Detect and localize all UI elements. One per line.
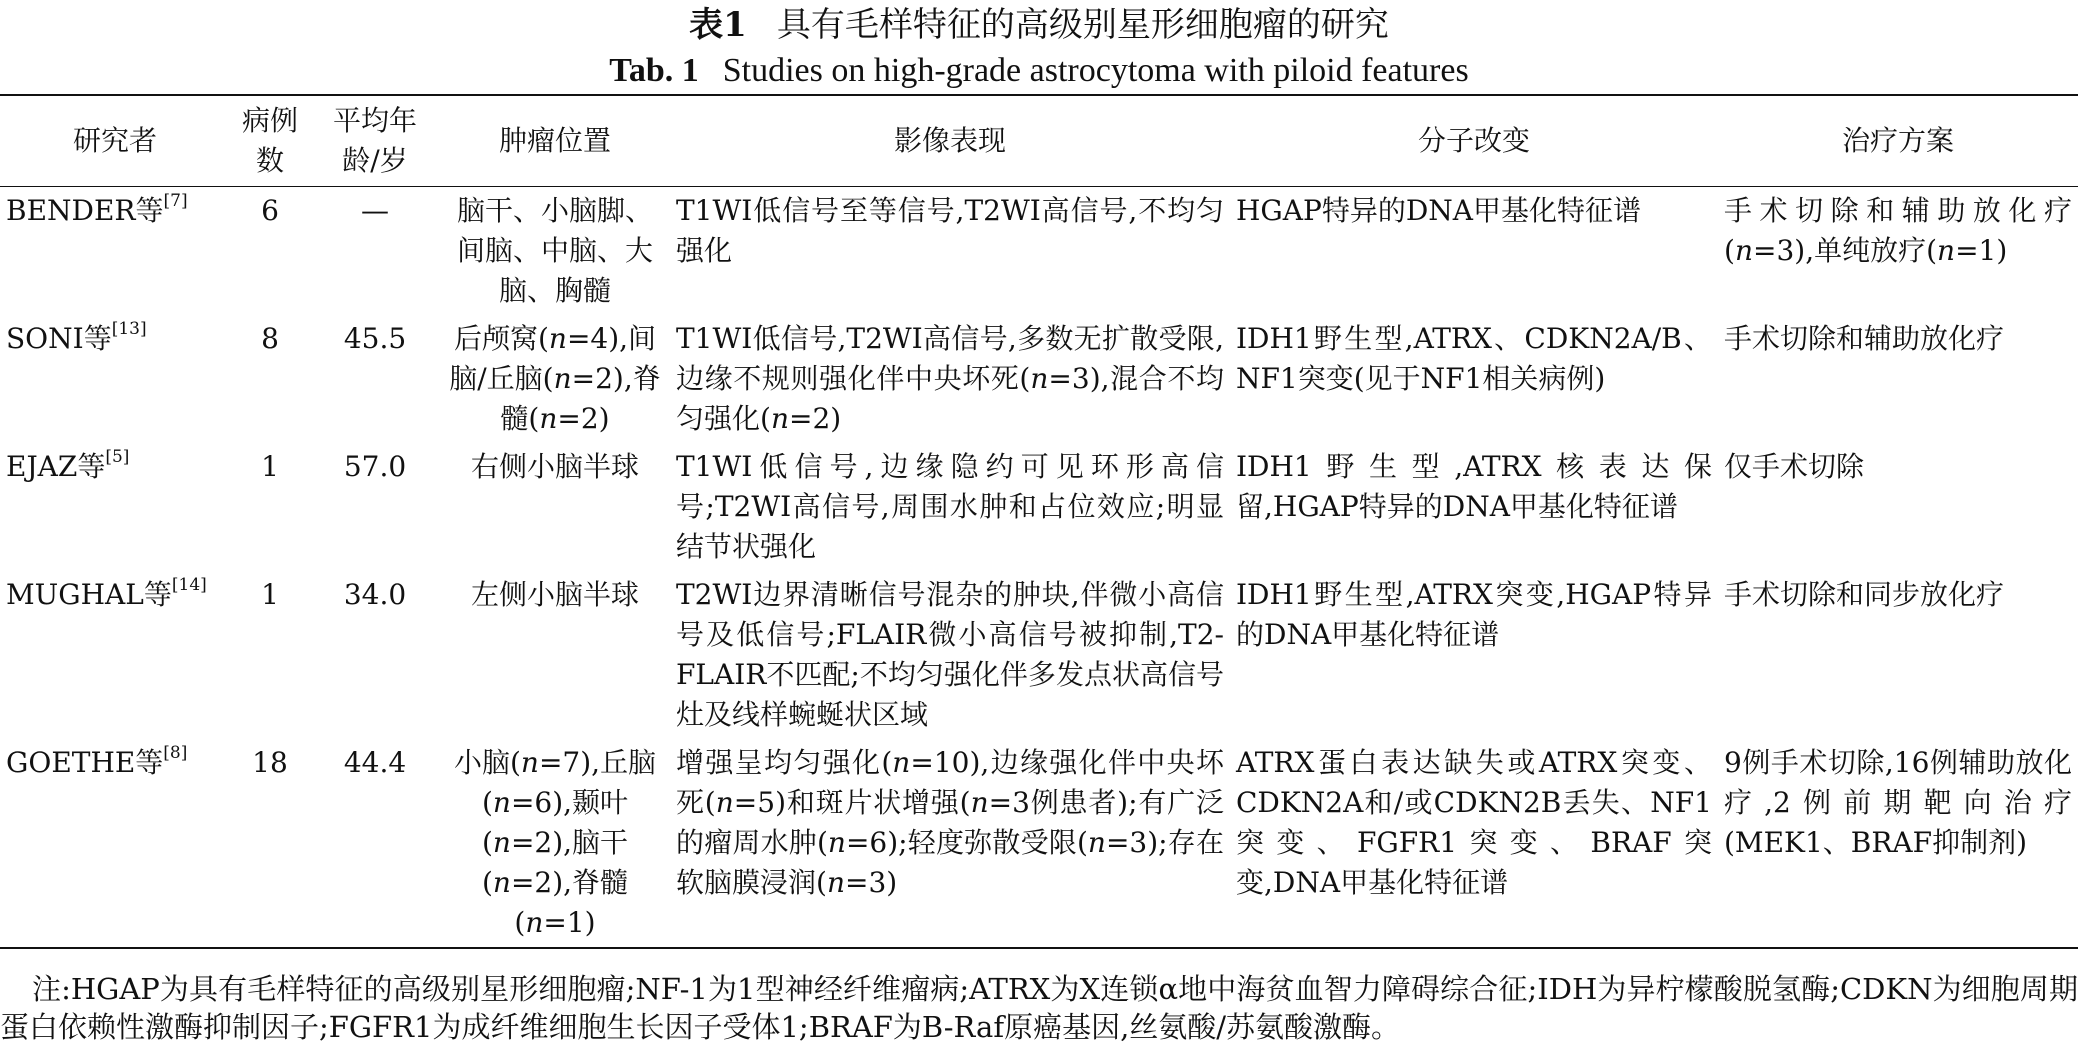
cell-location: 左侧小脑半球	[470, 578, 639, 611]
cell-author	[0, 739, 230, 948]
header-cases	[230, 95, 310, 187]
cell-location: 后颅窝(n=4),间脑/丘脑(n=2),脊髓(n=2)	[449, 322, 661, 435]
cell-cases: 1	[261, 578, 279, 611]
header-age-text: 平均年龄/岁	[332, 104, 417, 177]
table-title-cn: 具有毛样特征的高级别星形细胞瘤的研究	[776, 5, 1389, 45]
table-caption-chinese	[0, 2, 2078, 48]
cell-treatment: 手术切除和辅助放化疗(n=3),单纯放疗(n=1)	[1724, 194, 2072, 267]
table-row	[0, 315, 2078, 443]
author-name: GOETHE等	[6, 746, 164, 779]
cell-author	[0, 315, 230, 443]
cell-treatment: 9例手术切除,16例辅助放化疗,2例前期靶向治疗(MEK1、BRAF抑制剂)	[1724, 746, 2072, 859]
cell-molecular: ATRX蛋白表达缺失或ATRX突变、CDKN2A和/或CDKN2B丢失、NF1突变、FGFR1突变、BRAF突变,DNA甲基化特征谱	[1236, 746, 1712, 899]
author-name: EJAZ等	[6, 450, 106, 483]
cell-age: 34.0	[343, 578, 407, 611]
cell-cases: 1	[261, 450, 279, 483]
table-row	[0, 443, 2078, 571]
cell-age: 57.0	[343, 450, 407, 483]
cell-molecular: IDH1野生型,ATRX核表达保留,HGAP特异的DNA甲基化特征谱	[1236, 450, 1712, 523]
studies-table	[0, 94, 2078, 949]
reference-number: [5]	[105, 447, 130, 467]
table-row	[0, 739, 2078, 948]
header-imaging: 影像表现	[893, 124, 1006, 157]
cell-age: —	[361, 194, 389, 227]
header-treatment: 治疗方案	[1841, 124, 1954, 157]
cell-imaging: T1WI低信号,T2WI高信号,多数无扩散受限,边缘不规则强化伴中央坏死(n=3),混合不均匀强化(n=2)	[676, 322, 1224, 435]
cell-location: 右侧小脑半球	[470, 450, 639, 483]
table-row	[0, 187, 2078, 316]
cell-imaging: T2WI边界清晰信号混杂的肿块,伴微小高信号及低信号;FLAIR微小高信号被抑制,T2-FLAIR不匹配;不均匀强化伴多发点状高信号灶及线样蜿蜒状区域	[676, 578, 1224, 731]
cell-author	[0, 571, 230, 739]
cell-imaging: T1WI低信号至等信号,T2WI高信号,不均匀强化	[676, 194, 1224, 267]
cell-location: 脑干、小脑脚、间脑、中脑、大脑、胸髓	[456, 194, 653, 307]
cell-author	[0, 443, 230, 571]
cell-location: 小脑(n=7),丘脑(n=6),颞叶(n=2),脑干(n=2),脊髓(n=1)	[453, 746, 657, 939]
cell-molecular: IDH1野生型,ATRX突变,HGAP特异的DNA甲基化特征谱	[1236, 578, 1712, 651]
header-age	[310, 95, 440, 187]
cell-age: 44.4	[343, 746, 407, 779]
table-footnote: 注:HGAP为具有毛样特征的高级别星形细胞瘤;NF-1为1型神经纤维瘤病;ATRX为X连锁α地中海贫血智力障碍综合征;IDH为异柠檬酸脱氢酶;CDKN为细胞周期蛋白依赖性激酶抑制因子;FGFR1为成纤维细胞生长因子受体1;BRAF为B-Raf原癌基因,丝氨酸/苏氨酸激酶。	[0, 972, 2078, 1044]
header-molecular: 分子改变	[1417, 124, 1530, 157]
table-label-en: Tab. 1	[609, 52, 699, 89]
reference-number: [7]	[163, 191, 188, 211]
header-cases-text: 病例数	[241, 104, 298, 177]
author-name: BENDER等	[6, 194, 164, 227]
cell-author	[0, 187, 230, 316]
table-row	[0, 571, 2078, 739]
cell-cases: 8	[261, 322, 279, 355]
cell-treatment: 手术切除和同步放化疗	[1724, 578, 2005, 611]
table-caption-english	[0, 48, 2078, 94]
header-author: 研究者	[72, 124, 157, 157]
cell-molecular: HGAP特异的DNA甲基化特征谱	[1236, 194, 1642, 227]
cell-cases: 6	[261, 194, 279, 227]
table-label-cn: 表1	[689, 5, 747, 45]
cell-imaging: T1WI低信号,边缘隐约可见环形高信号;T2WI高信号,周围水肿和占位效应;明显结节状强化	[676, 450, 1224, 563]
header-location: 肿瘤位置	[498, 124, 611, 157]
table-title-en: Studies on high-grade astrocytoma with piloid features	[722, 52, 1469, 89]
author-name: MUGHAL等	[6, 578, 172, 611]
reference-number: [14]	[171, 575, 207, 595]
reference-number: [8]	[163, 743, 188, 763]
cell-molecular: IDH1野生型,ATRX、CDKN2A/B、NF1突变(见于NF1相关病例)	[1236, 322, 1712, 395]
author-name: SONI等	[6, 322, 112, 355]
cell-treatment: 手术切除和辅助放化疗	[1724, 322, 2005, 355]
cell-imaging: 增强呈均匀强化(n=10),边缘强化伴中央坏死(n=5)和斑片状增强(n=3例患者);有广泛的瘤周水肿(n=6);轻度弥散受限(n=3);存在软脑膜浸润(n=3)	[676, 746, 1224, 899]
table-header-row	[0, 95, 2078, 187]
cell-treatment: 仅手术切除	[1724, 450, 1865, 483]
reference-number: [13]	[111, 319, 147, 339]
cell-age: 45.5	[343, 322, 407, 355]
cell-cases: 18	[252, 746, 288, 779]
